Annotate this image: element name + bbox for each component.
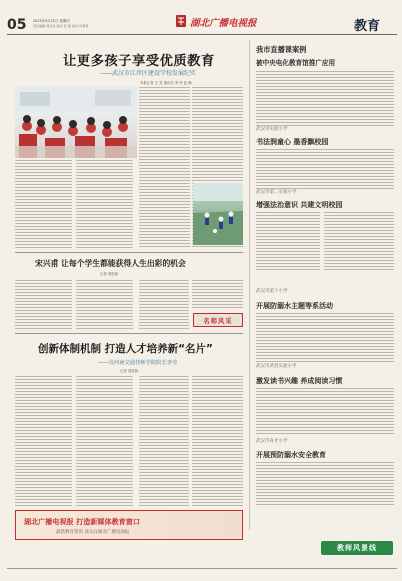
side-article-2-title: 书法润童心 墨香飘校园 (256, 138, 329, 146)
second-article-col-2 (76, 280, 133, 330)
page-bottom-rule (7, 568, 397, 569)
side-article-5-text (256, 388, 394, 434)
side-article-6-category: 武汉市育才小学 (256, 439, 288, 444)
side-article-6-text (256, 462, 394, 506)
main-article-byline: 本报记者 王 雪 通讯员 李 丹 赵 静 (140, 81, 192, 85)
page-number: 05 (7, 17, 27, 33)
second-article-title: 宋兴甫 让每个学生都能获得人生出彩的机会 (35, 259, 186, 268)
main-article-col-3 (15, 160, 72, 248)
main-article-subtitle: ——武汉市江岸区建设学校发展纪实 (100, 70, 197, 77)
side-article-3-text-b (324, 212, 394, 272)
side-article-3-text-a (256, 212, 320, 272)
third-article-col-1 (15, 376, 72, 506)
newspaper-logo (176, 12, 257, 30)
teacher-badge (321, 541, 393, 555)
footer-banner (15, 510, 243, 540)
editor-line: 责任编辑 周文玲 版式 张 婷 校对 何莉莉 (33, 24, 89, 28)
side-article-6-title: 开展预防溺水安全教育 (256, 451, 326, 459)
logo-seal-icon (176, 15, 186, 27)
section-title: 教育 (354, 19, 381, 34)
main-article-col-1 (139, 87, 190, 172)
side-article-2-category: 武汉市实验小学 (256, 127, 288, 132)
third-article-subtitle: ——访河南交通技师学院院长李莹 (98, 360, 178, 366)
side-article-1-title: 我市直播课案例 (256, 45, 307, 54)
side-article-4-category: 武汉市第十小学 (256, 289, 288, 294)
celebrity-badge (193, 313, 243, 327)
third-article-title: 创新体制机制 打造人才培养新“名片” (38, 343, 213, 355)
footer-banner-text: 湖北广播电视报 打造新媒体教育窗口 (24, 517, 140, 526)
teacher-badge-label: 教师风景线 (337, 544, 377, 552)
celebrity-badge-label: 名师风采 (203, 317, 233, 325)
main-article-title: 让更多孩子享受优质教育 (63, 54, 215, 69)
third-article-col-4 (192, 376, 243, 506)
third-article-col-3 (139, 376, 189, 506)
second-article-rule (15, 252, 243, 253)
second-article-col-4 (192, 280, 243, 310)
side-article-1-subtitle: 被中央电化教育馆推广应用 (256, 59, 336, 67)
masthead-rule (7, 34, 397, 35)
date-line: 2023年9月21日 星期四 (33, 19, 70, 23)
third-article-rule (15, 333, 243, 334)
main-article-col-5 (139, 174, 190, 247)
side-article-1-text (256, 71, 394, 127)
newspaper-name: 湖北广播电视报 (190, 18, 257, 29)
second-article-byline: 记者 周桂蓉 (100, 272, 119, 276)
side-article-4-title: 开展防溺水主题等系活动 (256, 302, 333, 310)
page-masthead (0, 0, 402, 43)
third-article-byline: 记者 周桂蓉 (120, 369, 139, 373)
second-article-col-1 (15, 280, 72, 330)
right-column-divider (249, 40, 250, 530)
side-article-5-category: 武汉市武昌实验小学 (256, 364, 297, 369)
classroom-photo (15, 86, 137, 158)
sports-photo (193, 183, 243, 245)
third-article-col-2 (76, 376, 133, 506)
side-article-2-text (256, 149, 394, 189)
side-article-4-text (256, 313, 394, 363)
main-article-col-4 (76, 160, 133, 248)
side-article-5-title: 激发读书兴趣 养成阅读习惯 (256, 377, 343, 385)
second-article-col-3 (139, 280, 189, 330)
side-article-3-category: 武汉市第二实验小学 (256, 190, 297, 195)
footer-banner-sub: 最新教育资讯 请关注湖北广播电视报 (56, 530, 130, 535)
side-article-3-title: 增强法治意识 共建文明校园 (256, 201, 343, 209)
